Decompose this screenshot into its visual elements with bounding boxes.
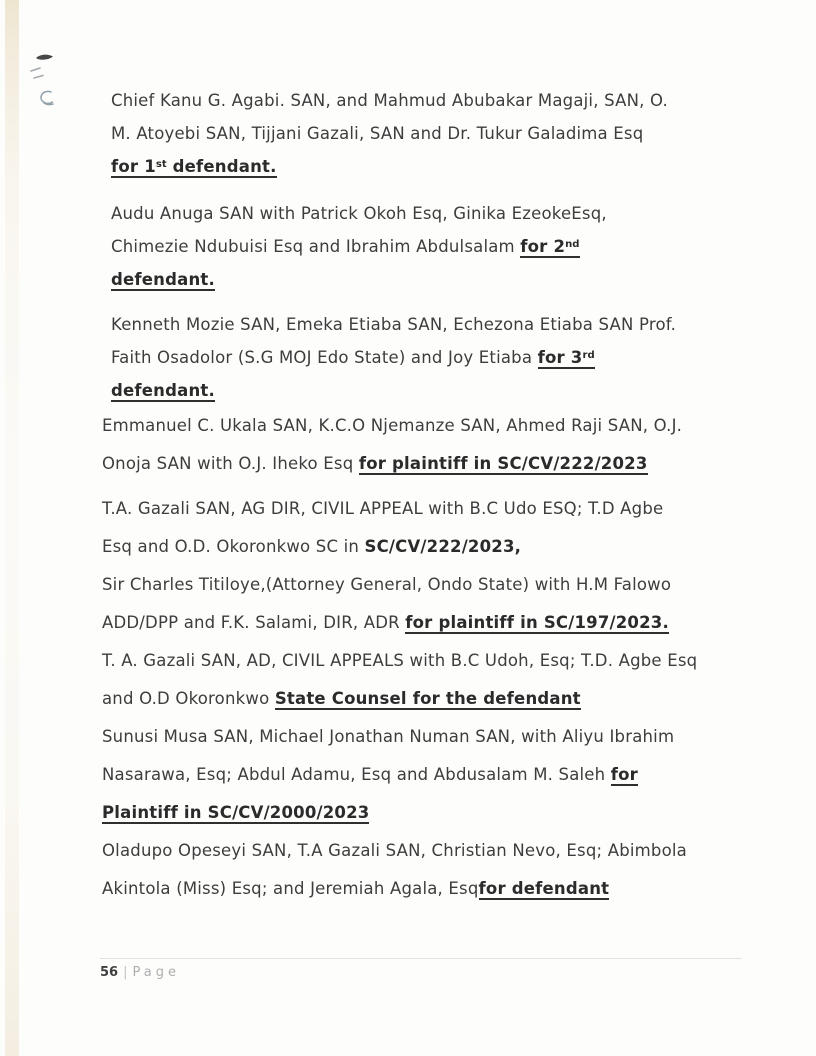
underlined-phrase <box>405 613 669 634</box>
body-text: T. A. Gazali SAN, AD, CIVIL APPEALS with B.C Udoh, Esq; T.D. Agbe Esq <box>102 651 698 670</box>
text-line <box>102 832 782 870</box>
body-text: T.A. Gazali SAN, AG DIR, CIVIL APPEAL with B.C Udo ESQ; T.D Agbe <box>102 499 664 518</box>
counsel-appearance-paragraph <box>102 718 782 832</box>
margin-pen-marks <box>10 45 70 115</box>
pen-curl-mark <box>41 91 53 104</box>
text-line <box>111 84 782 117</box>
text-line <box>111 150 782 183</box>
underlined-phrase <box>538 348 595 369</box>
text-line <box>111 341 782 374</box>
emphasized-text: SC/CV/222/2023, <box>364 537 522 556</box>
body-text: Oladupo Opeseyi SAN, T.A Gazali SAN, Christian Nevo, Esq; Abimbola <box>102 841 687 860</box>
underlined-phrase <box>111 381 215 402</box>
body-text: ADD/DPP and F.K. Salami, DIR, ADR <box>102 613 406 632</box>
underlined-phrase <box>111 157 277 178</box>
text-line <box>111 197 782 230</box>
body-text: M. Atoyebi SAN, Tijjani Gazali, SAN and Dr. Tukur Galadima Esq <box>111 124 644 143</box>
text-line <box>102 870 782 908</box>
footer-separator: | <box>123 965 128 980</box>
text-line <box>102 445 782 483</box>
counsel-appearance-paragraph <box>102 642 782 718</box>
emphasized-text: defendant. <box>166 157 277 176</box>
pen-dash-mark <box>36 55 53 60</box>
underlined-phrase <box>520 237 579 258</box>
underlined-phrase <box>102 803 369 824</box>
body-text: Audu Anuga SAN with Patrick Okoh Esq, Ginika EzeokeEsq, <box>111 204 607 223</box>
body-text: Sir Charles Titiloye,(Attorney General, Ondo State) with H.M Falowo <box>102 575 672 594</box>
footer-page-label: Page <box>132 965 180 980</box>
document-body <box>102 84 782 908</box>
scan-edge-strip <box>5 0 19 1056</box>
emphasized-text: State Counsel for the defendant <box>274 689 581 708</box>
text-line <box>102 794 782 832</box>
counsel-appearance-paragraph <box>111 197 782 296</box>
text-line <box>102 680 782 718</box>
paragraph-group-spaced <box>102 407 782 908</box>
emphasized-text: nd <box>565 239 580 250</box>
text-line <box>102 566 782 604</box>
text-line <box>102 490 782 528</box>
text-line <box>111 374 782 407</box>
counsel-appearance-paragraph <box>102 490 782 566</box>
underlined-phrase <box>275 689 581 710</box>
emphasized-text: for defendant <box>478 879 610 898</box>
emphasized-text: for plaintiff in SC/197/2023. <box>405 613 669 632</box>
body-text: Sunusi Musa SAN, Michael Jonathan Numan SAN, with Aliyu Ibrahim <box>102 727 675 746</box>
page-number: 56 <box>100 965 119 980</box>
emphasized-text: Plaintiff in SC/CV/2000/2023 <box>102 803 370 822</box>
underlined-phrase <box>479 879 610 900</box>
page-footer <box>100 965 180 980</box>
underlined-phrase <box>111 270 215 291</box>
emphasized-text: st <box>155 159 167 170</box>
body-text: Esq and O.D. Okoronkwo SC in <box>102 537 365 556</box>
footer-rule <box>100 958 742 959</box>
emphasized-text: defendant. <box>111 270 215 289</box>
text-line <box>102 642 782 680</box>
text-line <box>111 230 782 263</box>
emphasized-text: defendant. <box>111 381 215 400</box>
text-line <box>102 718 782 756</box>
body-text: Onoja SAN with O.J. Iheko Esq <box>102 454 359 473</box>
emphasized-text: for 3 <box>537 348 583 367</box>
body-text: Emmanuel C. Ukala SAN, K.C.O Njemanze SAN, Ahmed Raji SAN, O.J. <box>102 416 683 435</box>
text-line <box>111 117 782 150</box>
text-line <box>111 308 782 341</box>
text-line <box>111 263 782 296</box>
underlined-phrase <box>611 765 638 786</box>
counsel-appearance-paragraph <box>111 84 782 183</box>
emphasized-text: for plaintiff in SC/CV/222/2023 <box>358 454 648 473</box>
emphasized-text: for <box>610 765 639 784</box>
pen-tick-marks <box>31 68 43 78</box>
emphasized-text: for 2 <box>520 237 566 256</box>
body-text: and O.D Okoronkwo <box>102 689 275 708</box>
body-text: Chief Kanu G. Agabi. SAN, and Mahmud Abubakar Magaji, SAN, O. <box>111 91 668 110</box>
counsel-appearance-paragraph <box>111 308 782 407</box>
body-text: Chimezie Ndubuisi Esq and Ibrahim Abdulsalam <box>111 237 521 256</box>
body-text: Faith Osadolor (S.G MOJ Edo State) and Joy Etiaba <box>111 348 538 367</box>
body-text: Kenneth Mozie SAN, Emeka Etiaba SAN, Echezona Etiaba SAN Prof. <box>111 315 677 334</box>
emphasized-text: for 1 <box>111 157 156 176</box>
text-line <box>102 604 782 642</box>
body-text: Akintola (Miss) Esq; and Jeremiah Agala, Esq <box>102 879 479 898</box>
text-line <box>102 756 782 794</box>
counsel-appearance-paragraph <box>102 832 782 908</box>
paragraph-group-tight <box>111 84 782 407</box>
emphasized-text: rd <box>582 350 595 361</box>
counsel-appearance-paragraph <box>102 407 782 483</box>
text-line <box>102 528 782 566</box>
counsel-appearance-paragraph <box>102 566 782 642</box>
body-text: Nasarawa, Esq; Abdul Adamu, Esq and Abdusalam M. Saleh <box>102 765 611 784</box>
text-line <box>102 407 782 445</box>
underlined-phrase <box>359 454 648 475</box>
